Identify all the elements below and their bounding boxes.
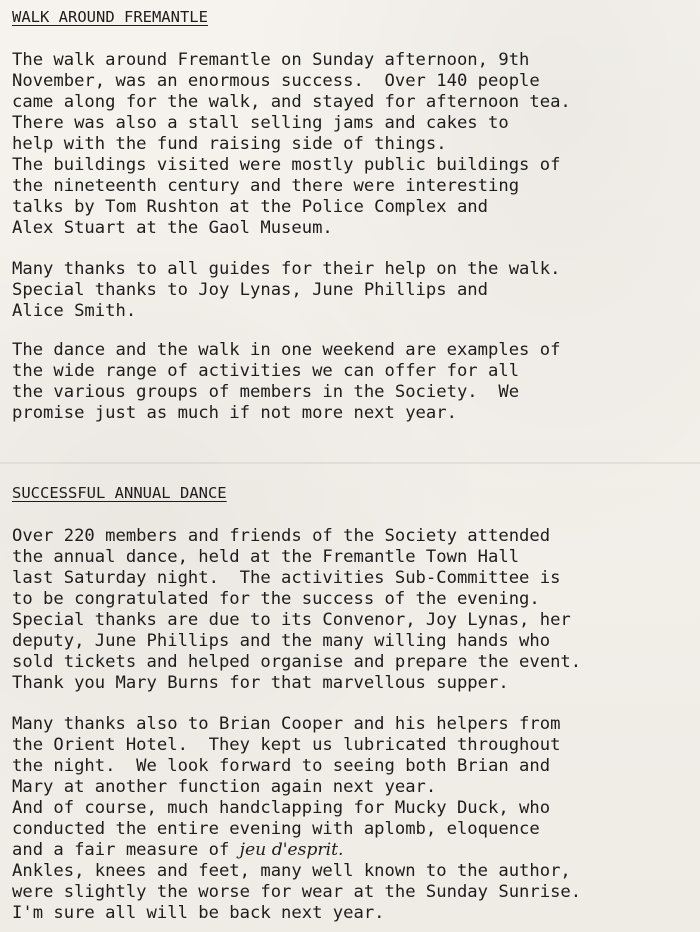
text-line: November, was an enormous success. Over 140 people xyxy=(12,71,540,91)
text-line: And of course, much handclapping for Mucky Duck, who xyxy=(12,798,551,818)
text-line: the various groups of members in the Society. We xyxy=(12,382,520,402)
walk-paragraph-3 xyxy=(12,340,560,424)
text-line: the night. We look forward to seeing both Brian and xyxy=(12,756,551,776)
text-line: The buildings visited were mostly public buildings of xyxy=(12,155,561,175)
text-line: last Saturday night. The activities Sub-Committee is xyxy=(12,568,561,588)
text-line: Over 220 members and friends of the Society attended xyxy=(12,526,551,546)
text-line: Alex Stuart at the Gaol Museum. xyxy=(12,218,333,238)
text-line: the nineteenth century and there were interesting xyxy=(12,176,520,196)
text-line: sold tickets and helped organise and prepare the event. xyxy=(12,652,582,672)
text-line: Ankles, knees and feet, many well known to the author, xyxy=(12,861,571,881)
paper-fold-line xyxy=(0,462,700,464)
text-line-with-italic xyxy=(12,840,581,861)
text-line: were slightly the worse for wear at the Sunday Sunrise. xyxy=(12,882,582,902)
text-line: I'm sure all will be back next year. xyxy=(12,903,385,923)
text-line: conducted the entire evening with aplomb, eloquence xyxy=(12,819,540,839)
text-line: Many thanks to all guides for their help on the walk. xyxy=(12,259,561,279)
text-line: The walk around Fremantle on Sunday afternoon, 9th xyxy=(12,50,530,70)
section-heading-dance: SUCCESSFUL ANNUAL DANCE xyxy=(12,484,227,502)
section-heading-walk: WALK AROUND FREMANTLE xyxy=(12,8,208,26)
text-line: Special thanks are due to its Convenor, Joy Lynas, her xyxy=(12,610,571,630)
text-line: There was also a stall selling jams and cakes to xyxy=(12,113,509,133)
text-line: The dance and the walk in one weekend are examples of xyxy=(12,340,561,360)
text-fragment: and a fair measure of xyxy=(12,840,240,860)
text-line: Mary at another function again next year. xyxy=(12,777,437,797)
walk-paragraph-2 xyxy=(12,259,560,322)
text-line: the annual dance, held at the Fremantle Town Hall xyxy=(12,547,520,567)
text-line: Thank you Mary Burns for that marvellous supper. xyxy=(12,673,509,693)
dance-paragraph-1 xyxy=(12,526,581,694)
text-line: deputy, June Phillips and the many willing hands who xyxy=(12,631,551,651)
walk-paragraph-1 xyxy=(12,50,571,239)
text-line: talks by Tom Rushton at the Police Complex and xyxy=(12,197,488,217)
text-line: promise just as much if not more next year. xyxy=(12,403,457,423)
text-line: the Orient Hotel. They kept us lubricated throughout xyxy=(12,735,561,755)
text-line: Many thanks also to Brian Cooper and his helpers from xyxy=(12,714,561,734)
text-line: to be congratulated for the success of the evening. xyxy=(12,589,540,609)
text-line: the wide range of activities we can offer for all xyxy=(12,361,520,381)
text-line: help with the fund raising side of things. xyxy=(12,134,447,154)
italic-phrase: jeu d'esprit. xyxy=(239,840,344,860)
text-line: came along for the walk, and stayed for afternoon tea. xyxy=(12,92,571,112)
text-line: Alice Smith. xyxy=(12,301,137,321)
dance-paragraph-2 xyxy=(12,714,581,924)
text-line: Special thanks to Joy Lynas, June Phillips and xyxy=(12,280,488,300)
